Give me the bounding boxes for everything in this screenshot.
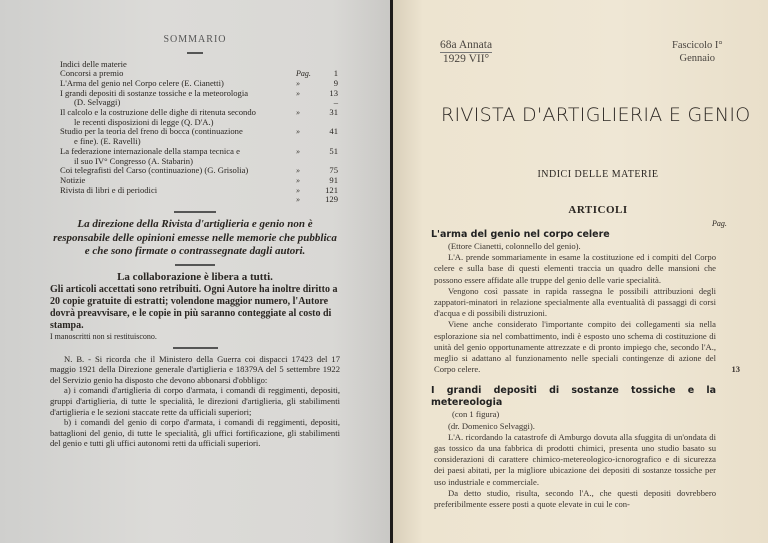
journal-title: RIVISTA D'ARTIGLIERIA E GENIO (441, 104, 751, 126)
disclaimer-text: La direzione della Rivista d'artiglieria e genio non è responsabile delle opinioni emesse nelle memorie che pubblica e che sono firmate o contrassegnate dagli autori. (53, 218, 337, 258)
article-entry (431, 229, 740, 375)
toc-title: Rivista di libri e di periodici (60, 184, 158, 195)
toc-title: Indici delle materie (60, 58, 127, 69)
subsection-heading: ARTICOLI (568, 204, 628, 216)
toc-page-number: 91 (329, 174, 338, 185)
articles-list (431, 229, 740, 510)
month: Gennaio (679, 53, 716, 64)
toc-page-label (296, 157, 316, 167)
toc-title: e fine). (E. Ravelli) (74, 136, 141, 147)
issue-info (672, 39, 723, 65)
divider (173, 347, 218, 349)
toc-page-label: » (296, 175, 300, 185)
article-subtitle: (con 1 figura) (452, 409, 500, 420)
manuscripts-note: I manoscritti non si restituiscono. (50, 331, 157, 341)
toc-page-label (296, 98, 316, 108)
toc-page-label (296, 60, 316, 70)
toc-page-number: 51 (329, 145, 338, 156)
toc-entry (60, 166, 338, 176)
article-paragraph: L'A. prende sommariamente in esame la costituzione ed i compiti del Corpo celere e sulla base di questi elementi traccia un quadro delle mansioni che possono essere affidate alle truppe del genio delle varie specialità. (434, 252, 716, 285)
toc-title: Studio per la teoria del freno di bocca (continuazione (60, 126, 243, 137)
article-paragraph: Da detto studio, risulta, secondo l'A., che questi depositi dovrebbero preferibilmente essere posti a quote elevate in cui le con- (434, 487, 716, 510)
divider (174, 211, 216, 213)
article-paragraph: L'A. ricordando la catastrofe di Amburgo dovuta alla sfuggita di un'ondata di gas tossico da una fabbrica di prodotti chimici, presenta uno studio basato su considerazioni di carattere chimico-metereologico-icnorografico e di sicurezza dei paesi abitati, per la migliore ubicazione dei depositi di sostanze tossiche per uso industriale e commerciale. (434, 431, 716, 487)
toc-title: Notizie (60, 174, 86, 185)
toc-title (60, 195, 296, 205)
fascicolo: Fascicolo I° (672, 40, 723, 51)
toc-page-label: » (296, 146, 300, 156)
toc-page-label: » (296, 185, 300, 195)
article-title: I grandi depositi di sostanze tossiche e la metereologia (431, 385, 716, 409)
toc-page-number: 1 (333, 68, 338, 79)
toc-page-number: 9 (333, 77, 338, 88)
left-page-content (50, 34, 340, 449)
collaboration-notice (50, 271, 340, 342)
article-paragraph: Vengono così passate in rapida rassegna le possibili attribuzioni degli zappatori-minatori in relazione specialmente alla eventualità di passaggi di corsi d'acqua e di possibili distruzioni. (434, 285, 716, 319)
nb-paragraph: N. B. - Si ricorda che il Ministero della Guerra coi dispacci 17423 del 17 maggio 1921 della Direzione generale d'artiglieria e 18379A del 5 settembre 1922 del Servizio genio ha disposto che devono abbonarsi d'obbligo: (50, 353, 340, 385)
collaboration-heading: La collaborazione è libera a tutti. (117, 270, 273, 283)
toc-title: L'Arma del genio nel Corpo celere (E. Cianetti) (60, 77, 224, 88)
article-author: (Ettore Cianetti, colonnello del genio). (448, 241, 581, 251)
toc-page-label (296, 137, 316, 147)
toc-page-label: » (296, 127, 300, 137)
toc-title: (D. Selvaggi) (74, 97, 121, 108)
toc-entry (60, 195, 338, 205)
toc-page-number: 129 (325, 194, 338, 205)
toc-page-label: » (296, 166, 300, 176)
toc-page-number: 31 (329, 107, 338, 118)
article-entry (431, 385, 716, 510)
toc-entry (60, 186, 338, 196)
toc-page-number: – (333, 97, 338, 108)
toc-title: le recenti disposizioni di legge (Q. D'A.) (74, 116, 214, 127)
sommario-heading: SOMMARIO (163, 34, 227, 45)
divider (175, 264, 215, 266)
toc-page-label: » (296, 195, 300, 205)
toc-page-number: 41 (329, 126, 338, 137)
toc-page-number: 121 (325, 184, 338, 195)
article-paragraph: Viene anche considerato l'importante compito dei collegamenti sia nella esplorazione sia nel combattimento, indi è esposto uno schema di costituzione di unità del genio opportunamente attrezzate e di pronto impiego che, secondo l'A., meglio si adattano al funzionamento nelle speciali contingenze di azione del Corpo celere. (434, 319, 716, 375)
toc-page-label (296, 118, 316, 128)
toc-page-number: 13 (329, 87, 338, 98)
toc-page-label: Pag. (296, 69, 311, 79)
toc-title: il suo IV° Congresso (A. Stabarin) (74, 155, 193, 166)
toc-page-label: » (296, 88, 300, 98)
year: 1929 VII° (442, 53, 490, 65)
toc-page-number: 75 (329, 165, 338, 176)
article-author: (dr. Domenico Selvaggi). (448, 420, 535, 431)
toc-title: Concorsi a premio (60, 68, 124, 79)
table-of-contents (60, 60, 338, 206)
nb-paragraph: b) i comandi del genio di corpo d'armata, i comandi di reggimenti, depositi, battaglioni del genio, di tutte le specialità, gli uffici fortificazione, gli stabilimenti del genio e tutti gli uffici autonomi retti da ufficiali superiori. (50, 417, 340, 449)
collaboration-text: Gli articoli accettati sono retribuiti. Ogni Autore ha inoltre diritto a 20 copie gratuite di estratti; volendone maggior numero, l'Autore dovrà preavvisare, e le copie in più saranno conteggiate al costo di stampa. (50, 283, 338, 331)
section-heading: INDICI DELLE MATERIE (537, 169, 659, 180)
divider (187, 52, 203, 54)
toc-page-label: » (296, 78, 300, 88)
nb-paragraph: a) i comandi d'artiglieria di corpo d'armata, i comandi di reggimenti, depositi, gruppi d'artiglieria, di tutte le specialità, le direzioni d'artiglieria, gli stabilimenti d'artiglieria e le sezioni staccate rette da ufficiali superiori; (50, 385, 340, 417)
toc-title: Coi telegrafisti del Carso (continuazione) (G. Grisolia) (60, 165, 249, 176)
annata: 68a Annata (440, 39, 493, 51)
volume-info (440, 39, 492, 66)
page-label: Pag. (712, 219, 727, 228)
toc-title: I grandi depositi di sostanze tossiche e la meteorologia (60, 87, 249, 98)
article-title: L'arma del genio nel corpo celere (431, 229, 610, 240)
toc-page-label: » (296, 108, 300, 118)
toc-title: Il calcolo e la costruzione delle dighe di ritenuta secondo (60, 107, 256, 118)
article-page-number: 13 (731, 364, 740, 375)
nb-notice (50, 354, 340, 449)
toc-title: La federazione internazionale della stampa tecnica e (60, 145, 240, 156)
